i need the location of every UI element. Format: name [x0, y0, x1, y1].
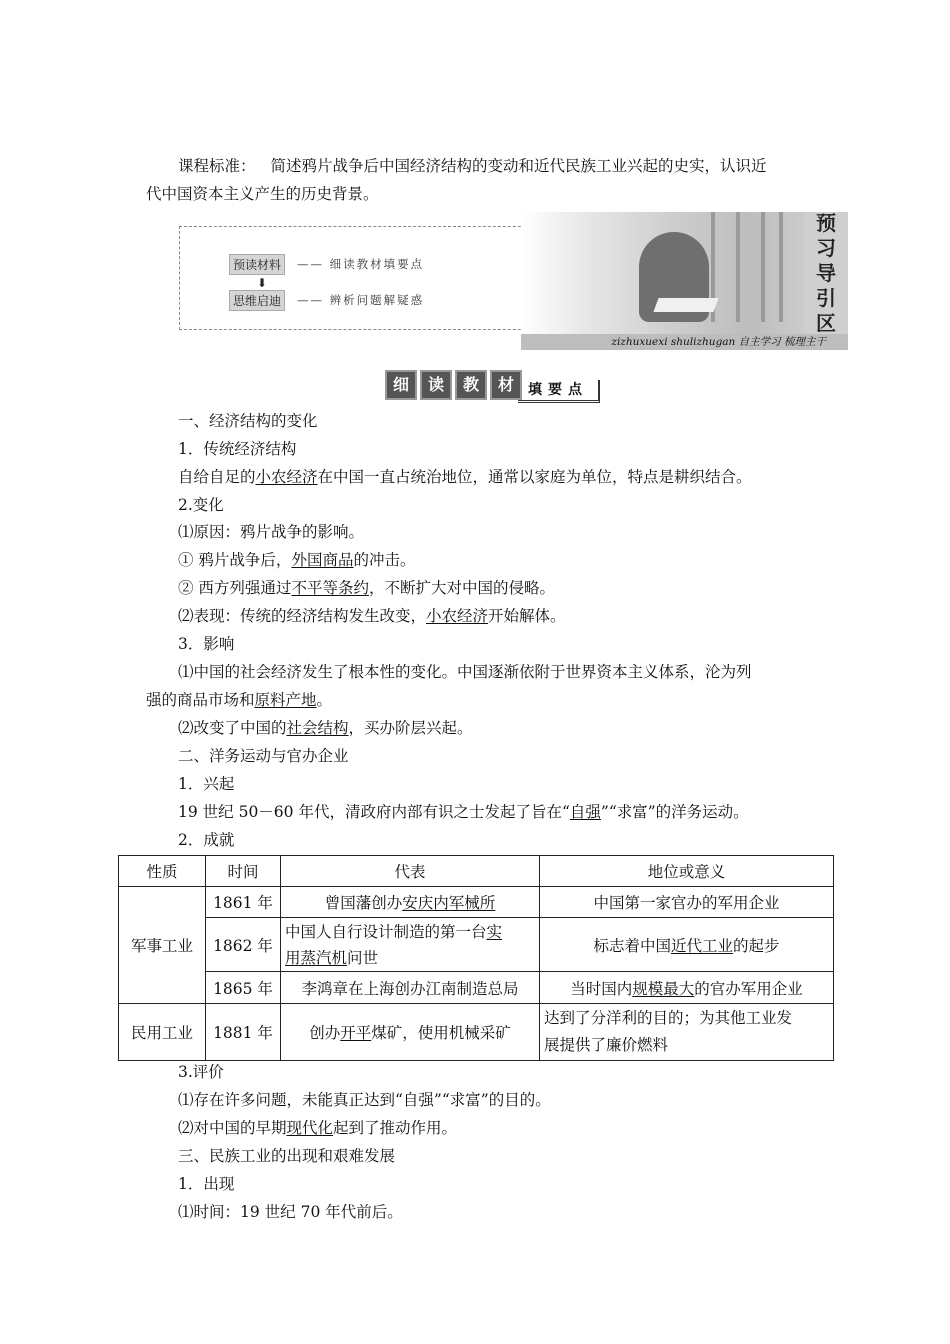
text: 在中国一直占统治地位，通常以家庭为单位，特点是耕织结合。: [317, 468, 752, 486]
answer-underline: 现代化: [286, 1119, 334, 1137]
paragraph-line: [178, 605, 566, 627]
cell-military: 军事工业: [119, 887, 206, 1004]
vertical-char: 导: [816, 260, 836, 285]
text: 煤矿，使用机械采矿: [371, 1024, 511, 1042]
banner-strip: zizhuxuexi shulizhugan 自主学习 梳理主干: [521, 334, 848, 350]
text: 自给自足的: [178, 468, 256, 486]
heading-national-industry: 三、民族工业的出现和艰难发展: [178, 1147, 396, 1165]
paragraph-line: [178, 801, 749, 823]
down-arrow-icon: ⬇: [257, 276, 268, 290]
text: 达到了分洋利的目的；为其他工业发: [544, 1009, 793, 1027]
standard-line-2: 代中国资本主义产生的历史背景。: [146, 185, 379, 203]
text: ，买办阶层兴起。: [348, 719, 473, 737]
subheading-traditional: 1．传统经济结构: [178, 440, 297, 458]
book-figure: [653, 298, 718, 312]
text: ⑵表现：传统的经济结构发生改变，: [178, 607, 427, 625]
paragraph-line: [146, 689, 332, 711]
answer-underline: 外国商品: [291, 551, 354, 569]
vertical-char: 习: [816, 235, 836, 260]
header-subtitle: 填要点: [518, 380, 600, 403]
heading-economic-structure: 一、经济结构的变化: [178, 412, 318, 430]
answer-underline: 开平: [340, 1024, 372, 1042]
banner-tag-preread: 预读材料: [229, 254, 285, 275]
text: 中国人自行设计制造的第一台: [285, 922, 487, 941]
cell-significance: [540, 918, 834, 972]
banner-note-2: —— 辨析问题解疑惑: [297, 293, 425, 307]
answer-underline: 自强: [569, 803, 601, 821]
subheading-rise: 1．兴起: [178, 775, 235, 793]
text: 的冲击。: [353, 551, 416, 569]
answer-underline: 原料产地: [254, 691, 317, 709]
vertical-char: 预: [816, 212, 836, 235]
cell-significance: [540, 972, 834, 1004]
table-header: 时间: [206, 856, 281, 887]
heading-westernization: 二、洋务运动与官办企业: [178, 747, 349, 765]
text: 创办: [309, 1024, 341, 1042]
text: 19 世纪 50－60 年代，清政府内部有识之士发起了旨在“: [178, 803, 570, 821]
text: ⑵对中国的早期: [178, 1119, 287, 1137]
section-header: [383, 368, 603, 404]
paragraph-line: ⑴中国的社会经济发生了根本性的变化。中国逐渐依附于世界资本主义体系，沦为列: [178, 663, 752, 681]
cell-year: 1861 年: [206, 887, 281, 918]
header-box: 细: [385, 370, 417, 400]
text: 曾国藩创办: [324, 894, 403, 912]
cell-rep: 李鸿章在上海创办江南制造总局: [281, 972, 540, 1004]
table-header: 性质: [119, 856, 206, 887]
subheading-change: 2.变化: [178, 496, 224, 514]
header-box: 材: [490, 370, 522, 400]
subheading-impact: 3．影响: [178, 635, 235, 653]
paragraph-line: [178, 1117, 457, 1139]
paragraph-line: [178, 466, 752, 488]
banner-note-1: —— 细读教材填要点: [297, 257, 425, 271]
answer-underline: 用蒸汽机: [285, 948, 348, 967]
cell-year: 1865 年: [206, 972, 281, 1004]
text: 的官办军用企业: [694, 979, 803, 998]
standard-label: 课程标准：: [178, 157, 256, 175]
vertical-char: 区: [816, 310, 836, 334]
answer-underline: 小农经济: [255, 468, 318, 486]
cell-year: 1881 年: [206, 1004, 281, 1061]
text: ，不断扩大对中国的侵略。: [368, 579, 555, 597]
banner-vertical-title: [804, 212, 848, 334]
answer-underline: 规模最大: [632, 979, 695, 998]
subheading-evaluation: 3.评价: [178, 1063, 224, 1081]
subheading-achievements: 2．成就: [178, 831, 235, 849]
cell-rep: [281, 918, 540, 972]
table-header: 地位或意义: [540, 856, 834, 887]
table-row: [119, 1004, 834, 1061]
vertical-char: 引: [816, 285, 836, 310]
table-row: [119, 972, 834, 1004]
paragraph-line: ⑴时间：19 世纪 70 年代前后。: [178, 1203, 403, 1221]
banner-reading-photo: [521, 212, 848, 334]
paragraph-line: ⑴存在许多问题，未能真正达到“自强”“求富”的目的。: [178, 1091, 551, 1109]
header-box: 教: [455, 370, 487, 400]
cell-rep: [281, 887, 540, 918]
text: 开始解体。: [488, 607, 566, 625]
text: ⑵改变了中国的: [178, 719, 287, 737]
table-header-row: [119, 856, 834, 887]
paragraph-line: ⑴原因：鸦片战争的影响。: [178, 523, 365, 541]
subheading-emergence: 1．出现: [178, 1175, 235, 1193]
text: 问世: [347, 948, 379, 967]
preview-banner: [179, 212, 848, 350]
text: 。: [316, 691, 333, 709]
cell-significance: [540, 1004, 834, 1061]
text: 当时国内: [570, 979, 633, 998]
cell-rep: [281, 1004, 540, 1061]
answer-underline: 小农经济: [426, 607, 489, 625]
answer-underline: 不平等条约: [291, 579, 369, 597]
text: ② 西方列强通过: [178, 579, 292, 597]
answer-underline: 实: [486, 922, 503, 941]
banner-tag-thinking: 思维启迪: [229, 290, 285, 311]
standard-line-1: [178, 155, 766, 177]
cell-year: 1862 年: [206, 918, 281, 972]
paragraph-line: [178, 717, 473, 739]
text: ”“求富”的洋务运动。: [600, 803, 749, 821]
standard-text-1: 简述鸦片战争后中国经济结构的变动和近代民族工业兴起的史实，认识近: [270, 157, 767, 175]
table-header: 代表: [281, 856, 540, 887]
header-box: 读: [420, 370, 452, 400]
paragraph-line: [178, 577, 555, 599]
text: ① 鸦片战争后，: [178, 551, 292, 569]
answer-underline: 安庆内军械所: [402, 894, 496, 912]
table-row: [119, 918, 834, 972]
answer-underline: 近代工业: [670, 936, 733, 955]
cell-significance: 中国第一家官办的军用企业: [540, 887, 834, 918]
table-row: [119, 887, 834, 918]
text: 起到了推动作用。: [333, 1119, 458, 1137]
cell-civil: 民用工业: [119, 1004, 206, 1061]
answer-underline: 社会结构: [286, 719, 349, 737]
achievements-table: [118, 855, 834, 1061]
text: 展提供了廉价燃料: [544, 1036, 669, 1054]
text: 强的商品市场和: [146, 691, 255, 709]
text: 标志着中国: [593, 936, 671, 955]
text: 的起步: [733, 936, 780, 955]
paragraph-line: [178, 549, 415, 571]
